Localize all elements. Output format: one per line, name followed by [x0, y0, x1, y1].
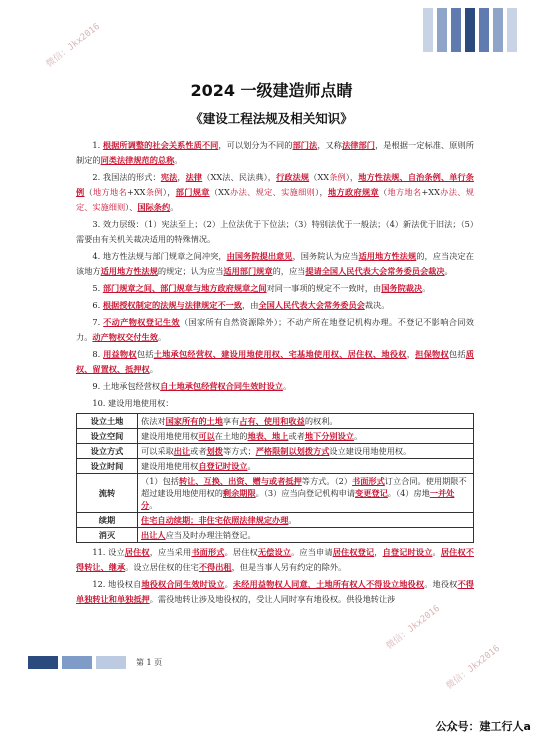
- watermark: 微信：Jkx2016: [384, 603, 443, 652]
- highlight-text: 法律: [185, 172, 203, 182]
- page-subtitle: 《建设工程法规及相关知识》: [190, 111, 353, 126]
- list-item: [76, 217, 474, 247]
- highlight-text: 地役权合同生效时设立: [141, 579, 225, 589]
- text-run: 建设用地使用权: [141, 461, 199, 471]
- table-value-cell: [138, 474, 474, 513]
- text-run: 3. 效力层级：（1）宪法至上；（2）上位法优于下位法；（3）特别法优于一般法；（4）新法优于旧法；（5）需要由有关机关裁决适用的特殊情况。: [76, 219, 474, 244]
- table-row: [77, 474, 474, 513]
- text-run: ），: [315, 187, 328, 197]
- text-run: 建设用地使用权: [141, 431, 199, 441]
- text-run: 的，应当决定在该地方: [76, 251, 474, 276]
- list-item: [76, 298, 474, 313]
- text-run: ），: [345, 172, 359, 182]
- land-use-table: [76, 413, 474, 543]
- text-run: 。: [444, 266, 453, 276]
- text-run: （1）包括: [141, 476, 179, 486]
- highlight-text: 条例: [145, 187, 163, 197]
- highlight-text: 担保物权: [415, 349, 449, 359]
- list-item: [76, 347, 474, 377]
- text-run: 。: [432, 547, 441, 557]
- highlight-text: 住宅自动续期；非住宅依照法律规定办理: [141, 515, 289, 525]
- text-run: ，又称: [317, 140, 343, 150]
- text-run: ，应当采用: [149, 547, 192, 557]
- highlight-text: 适用部门规章: [223, 266, 273, 276]
- text-run: 11. 设立: [92, 547, 125, 557]
- highlight-text: 国际条约: [137, 202, 171, 212]
- table-row: [77, 414, 474, 429]
- highlight-text: 法律部门: [342, 140, 376, 150]
- text-run: 包括: [136, 349, 154, 359]
- table-row: [77, 429, 474, 444]
- highlight-text: 土地承包经营权、建设用地使用权、宅基地使用权、居住权、地役权: [153, 349, 407, 359]
- text-run: 9. 土地承包经营权: [92, 381, 161, 391]
- highlight-text: 部门规章: [175, 187, 210, 197]
- text-run: 5.: [92, 283, 103, 293]
- list-item: [76, 249, 474, 279]
- text-run: 可以采取: [141, 446, 174, 456]
- highlight-text: 不得出租: [198, 562, 232, 572]
- decorative-bars: [413, 8, 517, 52]
- text-run: 。（4）房地: [387, 488, 430, 498]
- highlight-text: 提请全国人民代表大会常务委员会裁决: [305, 266, 445, 276]
- highlight-text: 严格限制以划拨方式: [255, 446, 330, 456]
- text-run: ，可以划分为不同的: [218, 140, 293, 150]
- text-run: 。: [157, 332, 167, 342]
- text-run: 。: [353, 431, 363, 441]
- highlight-text: 划拨: [206, 446, 223, 456]
- text-run: （XX法、民法典），: [202, 172, 277, 182]
- footer: [28, 656, 162, 669]
- text-run: ）、: [125, 202, 138, 212]
- watermark: 微信：Jkx2016: [44, 21, 103, 70]
- highlight-text: 书面形式: [352, 476, 385, 486]
- text-run: ，: [374, 547, 383, 557]
- highlight-text: 国务院裁决: [381, 283, 423, 293]
- highlight-text: 部门法: [292, 140, 318, 150]
- text-run: ，: [177, 172, 186, 182]
- table-key-cell: 流转: [77, 474, 138, 513]
- highlight-text: 自土地承包经营权合同生效时设立: [160, 381, 283, 391]
- highlight-text: 部门规章之间、部门规章与地方政府规章之间: [102, 283, 267, 293]
- table-value-cell: [138, 444, 474, 459]
- text-run: 应当及时办理注销登记。: [165, 530, 256, 540]
- text-run: 。: [174, 155, 183, 165]
- text-run: 。（3）应当向登记机构申请: [255, 488, 356, 498]
- highlight-text: 同类法律规范的总称: [100, 155, 175, 165]
- highlight-text: 居住权不得转让、继承: [76, 547, 474, 572]
- text-run: 裁决。: [364, 300, 390, 310]
- text-run: ，由: [242, 300, 259, 310]
- highlight-text: 地方政府规章: [327, 187, 379, 197]
- text-run: 。居住权: [224, 547, 258, 557]
- highlight-text: 不动产物权登记生效: [103, 317, 180, 327]
- highlight-text: 行政法规: [276, 172, 310, 182]
- page-title: 2024 一级建造师点睛: [190, 81, 353, 100]
- table-value-cell: [138, 459, 474, 474]
- text-run: 等方式。（2）: [301, 476, 353, 486]
- list-items: [76, 545, 474, 607]
- text-run: 。: [224, 579, 233, 589]
- table-row: [77, 513, 474, 528]
- text-run: +XX: [421, 187, 440, 197]
- table-value-cell: [138, 513, 474, 528]
- text-run: 包括: [448, 349, 466, 359]
- list-item: [76, 379, 474, 394]
- text-run: 7.: [92, 317, 104, 327]
- highlight-text: 宪法: [160, 172, 178, 182]
- text-run: 在土地的: [214, 431, 248, 441]
- footer-bar: [28, 656, 58, 669]
- highlight-text: 转让、互换、出资、赠与或者抵押: [178, 476, 302, 486]
- text-run: 对同一事项的规定不一致时，由: [266, 283, 382, 293]
- text-run: 。设立居住权的住宅: [125, 562, 199, 572]
- text-run: 的权利。: [304, 416, 338, 426]
- document-body: [76, 138, 474, 609]
- table-key-cell: 设立时间: [77, 459, 138, 474]
- highlight-text: 适用地方性法规: [358, 251, 417, 261]
- list-item: [76, 281, 474, 296]
- text-run: ，是根据一定标准、原则所制定的: [76, 140, 474, 165]
- table-key-cell: 设立空间: [77, 429, 138, 444]
- text-run: （国家所有自然资源除外）；不动产所在地登记机构办理。不登记不影响合同效力。: [76, 317, 474, 342]
- list-item: [76, 315, 474, 345]
- text-run: ，: [406, 349, 416, 359]
- highlight-text: 办法、规定、实施细则: [76, 187, 474, 212]
- highlight-text: 自登记时设立: [198, 461, 248, 471]
- highlight-text: 自登记时设立: [382, 547, 433, 557]
- text-run: 6.: [92, 300, 103, 310]
- highlight-text: 一并处分: [141, 488, 455, 510]
- text-run: 。: [149, 500, 158, 510]
- text-run: 。: [422, 283, 431, 293]
- text-run: （: [378, 187, 388, 197]
- table-row: [77, 528, 474, 543]
- list-item: [76, 396, 474, 411]
- text-run: 或者: [288, 431, 305, 441]
- highlight-text: 出让人: [141, 530, 166, 540]
- highlight-text: 未经用益物权人同意，土地所有权人不得设立地役权: [232, 579, 425, 589]
- highlight-text: 地方性法规、自治条例、单行条例: [76, 172, 474, 197]
- text-run: 4. 地方性法规与部门规章之间冲突，: [92, 251, 227, 261]
- highlight-text: 地方地名: [387, 187, 422, 197]
- text-run: 或者: [190, 446, 207, 456]
- watermark: 微信：Jkx2016: [444, 643, 503, 692]
- table-key-cell: 设立土地: [77, 414, 138, 429]
- text-run: 依法对: [141, 416, 166, 426]
- highlight-text: 由国务院提出意见: [226, 251, 293, 261]
- text-run: 的，应当: [272, 266, 306, 276]
- highlight-text: 居住权登记: [332, 547, 375, 557]
- table-value-cell: [138, 528, 474, 543]
- highlight-text: 书面形式: [191, 547, 225, 557]
- text-run: ，国务院认为应当: [292, 251, 359, 261]
- table-key-cell: 续期: [77, 513, 138, 528]
- highlight-text: 可以: [198, 431, 215, 441]
- footer-bar: [62, 656, 92, 669]
- text-run: 1.: [92, 140, 103, 150]
- text-run: 8.: [92, 349, 104, 359]
- table-value-cell: [138, 414, 474, 429]
- page-number: 第 1 页: [136, 658, 163, 667]
- list-item: [76, 138, 474, 168]
- highlight-text: 占有、使用和收益: [239, 416, 305, 426]
- highlight-text: 条例: [329, 172, 346, 182]
- table-key-cell: 消灭: [77, 528, 138, 543]
- text-run: 。: [149, 364, 158, 374]
- highlight-text: 地方地名: [93, 187, 127, 197]
- highlight-text: 国家所有的土地: [165, 416, 223, 426]
- text-run: 2. 我国法的形式：: [92, 172, 161, 182]
- text-run: +XX: [126, 187, 146, 197]
- text-run: 享有: [222, 416, 240, 426]
- footer-bar: [96, 656, 126, 669]
- highlight-text: 根据授权制定的法规与法律规定不一致: [102, 300, 243, 310]
- table-key-cell: 设立方式: [77, 444, 138, 459]
- highlight-text: 剩余期限: [222, 488, 256, 498]
- list-item: [76, 545, 474, 575]
- table-row: [77, 444, 474, 459]
- text-run: 。地役权: [424, 579, 458, 589]
- highlight-text: 变更登记: [355, 488, 388, 498]
- highlight-text: 动产物权交付生效: [92, 332, 158, 342]
- highlight-text: 全国人民代表大会常务委员会: [258, 300, 365, 310]
- list-items: [76, 138, 474, 411]
- highlight-text: 地下分别设立: [304, 431, 354, 441]
- text-run: 。: [170, 202, 179, 212]
- highlight-text: 居住权: [124, 547, 150, 557]
- account-label: 公众号：建工行人a: [435, 720, 531, 733]
- highlight-text: 出让: [173, 446, 191, 456]
- text-run: （: [84, 187, 93, 197]
- text-run: ，但是当事人另有约定的除外。: [231, 562, 347, 572]
- highlight-text: 根据所调整的社会关系性质不同: [102, 140, 219, 150]
- highlight-text: 地表、地上: [247, 431, 289, 441]
- highlight-text: 无偿设立: [257, 547, 292, 557]
- table-value-cell: [138, 429, 474, 444]
- text-run: 。: [247, 461, 256, 471]
- table-row: [77, 459, 474, 474]
- list-item: [76, 577, 474, 607]
- text-run: （XX: [309, 172, 330, 182]
- text-run: 等方式；: [222, 446, 256, 456]
- list-item: [76, 170, 474, 215]
- text-run: 订立合同。使用期限不超过建设用地使用权的: [141, 476, 467, 498]
- highlight-text: 适用地方性法规: [100, 266, 158, 276]
- highlight-text: 办法、规定、实施细则: [229, 187, 316, 197]
- text-run: 12. 地役权自: [92, 579, 142, 589]
- text-run: （XX: [209, 187, 230, 197]
- highlight-text: 不得单独转让和单独抵押: [76, 579, 474, 604]
- text-run: 。: [288, 515, 297, 525]
- highlight-text: 用益物权: [103, 349, 137, 359]
- text-run: 10. 建设用地使用权：: [92, 398, 174, 408]
- text-run: 。应当申请: [291, 547, 333, 557]
- text-run: 的规定；认为应当: [157, 266, 224, 276]
- text-run: ），: [162, 187, 176, 197]
- text-run: 。: [282, 381, 292, 391]
- highlight-text: 质权、留置权、抵押权: [76, 349, 474, 374]
- text-run: 设立建设用地使用权。: [329, 446, 412, 456]
- text-run: 。需役地转让涉及地役权的，受让人同时享有地役权。供役地转让涉: [149, 594, 396, 604]
